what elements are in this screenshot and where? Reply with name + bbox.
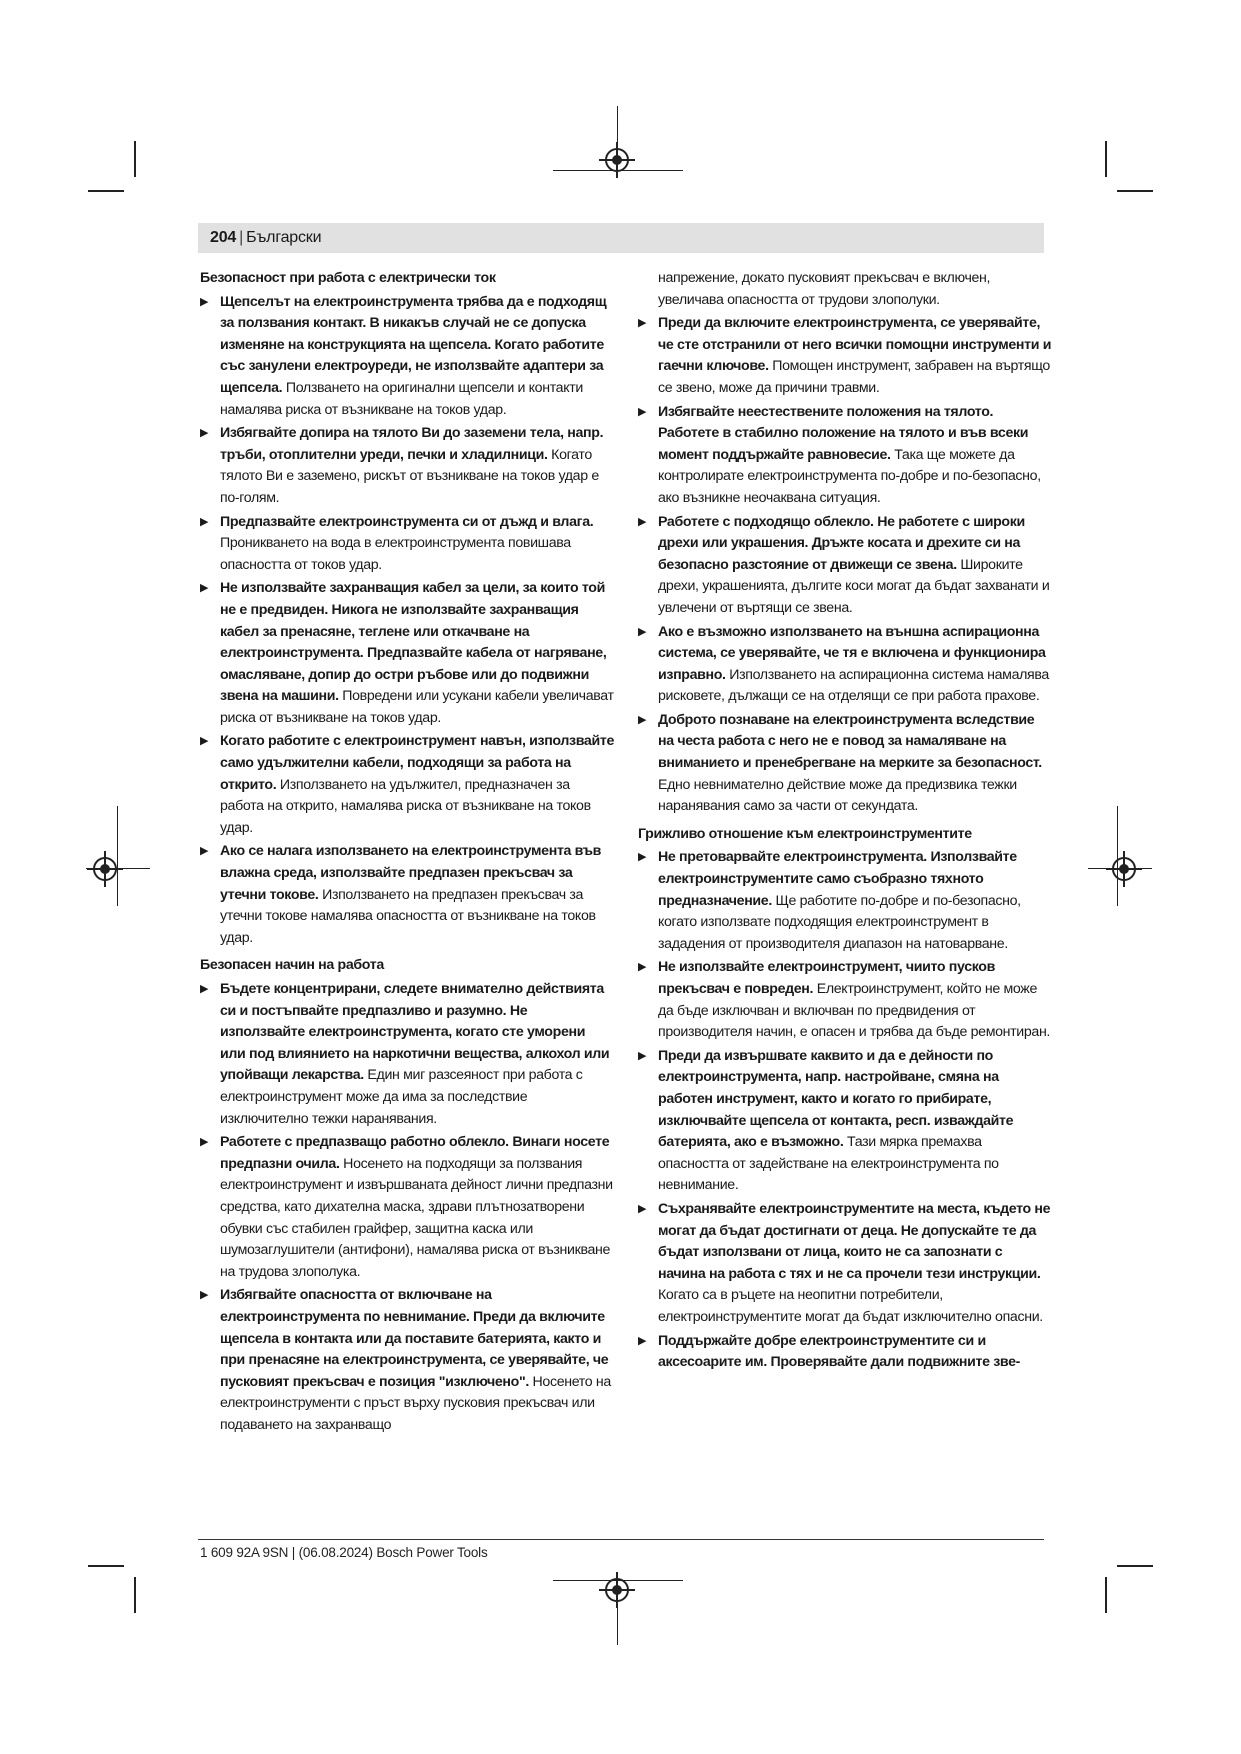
bullet-body-text: Електроинструмент, който не може да бъде изключван и включван по предвидения от производителя начин, е опасен и трябва да бъде ремонтиран. <box>658 981 1051 1041</box>
bullet-bold-text: Доброто познаване на електроинструмента вследствие на честа работа с него не е повод за намаляване на вниманието и пренебрегване на мерките за безопасност. <box>658 711 1042 772</box>
crop-mark <box>134 1577 136 1613</box>
bullet-item <box>638 402 1052 510</box>
bullet-body-text: Ще работите по-добре и по-безопасно, когато използвате подходящия електроинструмент в зададения от производителя диапазон на натоварване. <box>658 892 1021 952</box>
bullet-triangle-icon: ▶ <box>200 1289 209 1302</box>
bullet-item <box>200 512 614 577</box>
registration-mark-icon <box>605 1578 629 1602</box>
bullet-triangle-icon: ▶ <box>200 735 209 748</box>
bullet-body-text: Ползването на оригинални щепсели и контакти намалява риска от възникване на токов удар. <box>220 379 583 418</box>
bullet-bold-text: Поддържайте добре електроинструментите си и аксесоарите им. Проверявайте дали подвижните зве- <box>658 1332 1021 1371</box>
bullet-body-text: Носенето на подходящи за ползвания електроинструмент и извършваната дейност лични предпазни средства, като дихателна маска, здрави плътнозатворени обувки със стабилен грайфер, защитна каска или шумозаглушители (антифони), намалява риска от възникване на трудова злополука. <box>220 1155 613 1280</box>
page-number: 204 <box>210 229 237 246</box>
bullet-triangle-icon: ▶ <box>638 625 647 638</box>
bullet-item <box>638 710 1052 818</box>
bullet-triangle-icon: ▶ <box>200 845 209 858</box>
bullet-bold-text: Щепселът на електроинструмента трябва да е подходящ за ползвания контакт. В никакъв случай не се допуска изменяне на конструкцията на щепсела. Когато работите със занулени електроуреди, не използвайте адаптери за щепсела. <box>220 293 607 396</box>
bullet-bold-text: Избягвайте допира на тялото Ви до заземени тела, напр. тръби, отоплителни уреди, печки и хладилници. <box>220 425 604 463</box>
bullet-body-text: Така ще можете да контролирате електроинструмента по-добре и по-безопасно, ако възникне неочаквана ситуация. <box>658 446 1041 506</box>
bullet-item <box>200 423 614 509</box>
bullet-bold-text: Преди да включите електроинструмента, се уверявайте, че сте отстранили от него всички помощни инструменти и гаечни ключове. <box>658 315 1052 375</box>
bullet-item <box>200 841 614 949</box>
bullet-item <box>200 578 614 729</box>
bullet-triangle-icon: ▶ <box>638 405 647 418</box>
bullet-body-text: Използването на удължител, предназначен за работа на открито, намалява риска от възникване на токов удар. <box>220 776 591 836</box>
bullet-body-text: Помощен инструмент, забравен на въртящо се звено, може да причини травми. <box>658 358 1050 396</box>
left-column <box>200 268 614 1438</box>
bullet-triangle-icon: ▶ <box>200 983 209 995</box>
bullet-item <box>200 979 614 1130</box>
bullet-item <box>638 957 1052 1043</box>
bullet-item <box>200 1285 614 1436</box>
registration-mark-icon <box>93 857 117 881</box>
bullet-body-text: Повредени или усукани кабели увеличават риска от възникване на токов удар. <box>220 688 614 726</box>
crop-mark <box>1105 141 1107 177</box>
bullet-bold-text: Когато работите с електроинструмент навън, използвайте само удължителни кабели, подходящи за работа на открито. <box>220 733 614 793</box>
bullet-triangle-icon: ▶ <box>638 1049 647 1062</box>
section-title: Грижливо отношение към електроинструментите <box>638 825 972 842</box>
bullet-bold-text: Работете с предпазващо работно облекло. Винаги носете предпазни очила. <box>220 1134 610 1172</box>
crop-mark <box>1117 1565 1153 1567</box>
bullet-item <box>200 731 614 839</box>
bullet-body-text: Широките дрехи, украшенията, дългите коси могат да бъдат захванати и увлечени от въртящи се звена. <box>658 556 1050 616</box>
crop-mark <box>1105 1577 1107 1613</box>
bullet-item <box>638 1331 1052 1374</box>
bullet-bold-text: Бъдете концентрирани, следете внимателно действията си и постъпвайте предпазливо и разумно. Не използвайте електроинструмента, когато сте уморени или под влиянието на наркотични вещества, алкохол или упойващи лекарства. <box>220 981 610 1084</box>
right-column <box>638 268 1052 1376</box>
bullet-item <box>638 847 1052 955</box>
bullet-triangle-icon: ▶ <box>638 515 647 528</box>
crop-mark <box>134 141 136 177</box>
bullet-triangle-icon: ▶ <box>638 851 647 864</box>
bullet-triangle-icon: ▶ <box>200 1136 209 1149</box>
bullet-triangle-icon: ▶ <box>638 961 647 974</box>
registration-mark-icon <box>605 148 629 172</box>
bullet-body-text: Използването на аспирационна система намалява рисковете, дължащи се на отделящи се при работа прахове. <box>658 666 1049 705</box>
bullet-body-text: Един миг разсеяност при работа с електроинструмент може да има за последствие изключително тежки наранявания. <box>220 1067 583 1127</box>
bullet-triangle-icon: ▶ <box>638 713 647 726</box>
bullet-body-text: Тази мярка премахва опасността от задействане на електроинструмента по невнимание. <box>658 1134 999 1194</box>
bullet-body-text: Носенето на електроинструменти с пръст върху пусковия прекъсвач или подаването на захранващо <box>220 1373 611 1433</box>
continued-text: напрежение, докато пусковият прекъсвач е включен, увеличава опасността от трудови злополуки. <box>658 270 991 308</box>
registration-line <box>1117 806 1118 906</box>
page-footer: 1 609 92A 9SN | (06.08.2024) Bosch Power Tools <box>200 1545 488 1560</box>
bullet-triangle-icon: ▶ <box>200 515 209 528</box>
bullet-triangle-icon: ▶ <box>638 1334 647 1347</box>
crop-mark <box>1117 190 1153 192</box>
bullet-bold-text: Работете с подходящо облекло. Не работете с широки дрехи или украшения. Дръжте косата и дрехите си на безопасно разстояние от движещи се звена. <box>658 513 1025 573</box>
registration-line <box>117 806 118 906</box>
bullet-body-text: Едно невнимателно действие може да предизвика тежки наранявания само за части от секундата. <box>658 776 1017 815</box>
bullet-item <box>638 512 1052 620</box>
bullet-item <box>638 1046 1052 1197</box>
header-separator: | <box>239 229 244 246</box>
bullet-triangle-icon: ▶ <box>638 317 647 330</box>
bullet-triangle-icon: ▶ <box>200 582 209 595</box>
bullet-bold-text: Предпазвайте електроинструмента си от дъжд и влага. <box>220 513 594 530</box>
bullet-bold-text: Ако се налага използването на електроинструмента във влажна среда, използвайте предпазен прекъсвач за утечни токове. <box>220 843 602 903</box>
section-title: Безопасност при работа с електрически ток <box>200 270 496 286</box>
bullet-triangle-icon: ▶ <box>200 295 209 308</box>
bullet-item <box>200 292 614 422</box>
bullet-item <box>638 1199 1052 1329</box>
header-language: Български <box>246 229 322 246</box>
bullet-bold-text: Преди да извършвате каквито и да е дейности по електроинструмента, напр. настройване, смяна на работен инструмент, както и когато го прибирате, изключвайте щепсела от контакта, респ. изваждайте батерията, ако е възможно. <box>658 1047 1014 1151</box>
bullet-body-text: Проникването на вода в електроинструмента повишава опасността от токов удар. <box>220 535 571 573</box>
bullet-bold-text: Не претоварвайте електроинструмента. Използвайте електроинструментите само съобразно тяхното предназначение. <box>658 849 1017 909</box>
crop-mark <box>88 190 124 192</box>
crop-mark <box>88 1565 124 1567</box>
bullet-bold-text: Избягвайте опасността от включване на електроинструмента по невнимание. Преди да включите щепсела в контакта или да поставите батерията, както и при пренасяне на електроинструмента, се уверявайте, че пусковият прекъсвач е позиция "изключено". <box>220 1287 609 1390</box>
bullet-triangle-icon: ▶ <box>638 1202 647 1215</box>
page-header <box>198 223 1044 253</box>
registration-mark-icon <box>1112 857 1136 881</box>
bullet-bold-text: Не използвайте електроинструмент, чиито пусков прекъсвач е повреден. <box>658 959 995 997</box>
bullet-bold-text: Съхранявайте електроинструментите на места, където не могат да бъдат достигнати от деца. Не допускайте те да бъдат използвани от лица, които не са запознати с начина на работа с тях и не са прочели тези инструкции. <box>658 1200 1051 1282</box>
bullet-triangle-icon: ▶ <box>200 427 209 440</box>
bullet-bold-text: Избягвайте неестествените положения на тялото. Работете в стабилно положение на тялото и във всеки момент поддържайте равновесие. <box>658 403 1029 463</box>
bullet-item <box>638 622 1052 708</box>
bullet-body-text: Когато са в ръцете на неопитни потребители, електроинструментите могат да бъдат изключително опасни. <box>658 1287 1043 1325</box>
bullet-item <box>638 313 1052 399</box>
bullet-body-text: Когато тялото Ви е заземено, рискът от възникване на токов удар е по-голям. <box>220 446 599 506</box>
section-title: Безопасен начин на работа <box>200 957 384 974</box>
bullet-body-text: Използването на предпазен прекъсвач за утечни токове намалява опасността от възникване на токов удар. <box>220 886 596 946</box>
bullet-bold-text: Не използвайте захранващия кабел за цели, за които той не е предвиден. Никога не използвайте захранващия кабел за пренасяне, теглене или откачване на електроинструмента. Предпазвайте кабела от нагряване, омасляване, допир до остри ръбове или до подвижни звена на машини. <box>220 580 607 705</box>
bullet-item <box>200 1132 614 1283</box>
footer-rule <box>198 1539 1044 1540</box>
bullet-bold-text: Ако е възможно използването на външна аспирационна система, се уверявайте, че тя е включена и функционира изправно. <box>658 623 1046 683</box>
